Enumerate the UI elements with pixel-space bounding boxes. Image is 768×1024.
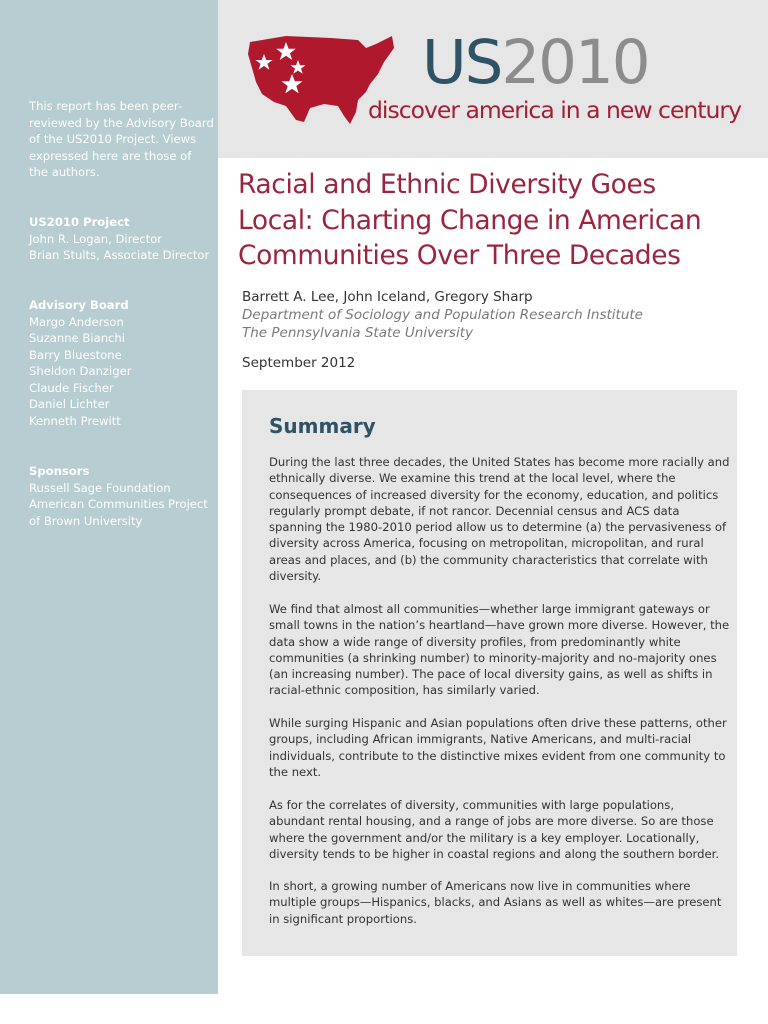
- sponsor-line: Russell Sage Foundation: [29, 480, 171, 495]
- title-line: Local: Charting Change in American: [238, 204, 702, 236]
- sponsors-section: [29, 463, 214, 529]
- text-line: During the last three decades, the United States has become more racially and: [269, 455, 730, 469]
- title-line: Racial and Ethnic Diversity Goes: [238, 169, 656, 200]
- board-member: Margo Anderson: [29, 314, 124, 329]
- summary-box: [242, 390, 737, 956]
- summary-paragraph: [269, 715, 727, 780]
- text-line: diversity across America, focusing on metropolitan, micropolitan, and rural: [269, 536, 704, 551]
- text-line: regularly prompt debate, if not rancor. Decennial census and ACS data: [269, 503, 680, 518]
- project-person: John R. Logan, Director: [29, 231, 163, 246]
- text-line: We find that almost all communities—whether large immigrant gateways or: [269, 602, 710, 616]
- board-member: Kenneth Prewitt: [29, 413, 121, 428]
- us2010-logo-text: [422, 28, 649, 98]
- board-member: Claude Fischer: [29, 380, 114, 395]
- summary-paragraph: [269, 454, 730, 584]
- text-line: data show a wide range of diversity profiles, from predominantly white: [269, 634, 681, 649]
- peer-review-line: reviewed by the Advisory Board: [29, 115, 214, 130]
- text-line: ethnically diverse. We examine this trend at the local level, where the: [269, 471, 676, 486]
- peer-review-line: the authors.: [29, 165, 100, 179]
- text-line: As for the correlates of diversity, communities with large populations,: [269, 798, 675, 812]
- project-heading: US2010 Project: [29, 215, 130, 229]
- project-section: [29, 214, 214, 264]
- sponsors-heading: Sponsors: [29, 464, 90, 478]
- board-member: Daniel Lichter: [29, 397, 110, 411]
- text-line: abundant rental housing, and a range of jobs are more diverse. So are those: [269, 814, 714, 829]
- peer-review-line: expressed here are those of: [29, 148, 192, 163]
- publication-date: September 2012: [242, 355, 356, 371]
- board-member: Suzanne Bianchi: [29, 331, 125, 345]
- peer-review-line: of the US2010 Project. Views: [29, 132, 197, 146]
- advisory-board-heading: Advisory Board: [29, 298, 129, 312]
- report-title: [238, 167, 758, 274]
- text-line: spanning the 1980-2010 period allow us to determine (a) the pervasiveness of: [269, 520, 727, 535]
- text-line: in significant proportions.: [269, 911, 417, 926]
- us2010-banner: [218, 0, 768, 158]
- sidebar: [0, 0, 218, 994]
- sponsor-line: of Brown University: [29, 513, 143, 528]
- sponsor-line: American Communities Project: [29, 497, 208, 511]
- text-line: While surging Hispanic and Asian populations often drive these patterns, other: [269, 716, 727, 730]
- logo-tagline: discover america in a new century: [368, 96, 741, 124]
- text-line: small towns in the nation’s heartland—have grown more diverse. However, the: [269, 618, 730, 633]
- summary-paragraph: [269, 878, 722, 927]
- board-member: Sheldon Danziger: [29, 364, 132, 378]
- peer-review-note: [29, 98, 214, 181]
- text-line: (an increasing number). The pace of local diversity gains, as well as shifts in: [269, 667, 713, 682]
- summary-paragraph: [269, 601, 730, 699]
- advisory-board-section: [29, 297, 214, 429]
- project-person: Brian Stults, Associate Director: [29, 248, 210, 262]
- text-line: groups, including African immigrants, Native Americans, and multi-racial: [269, 732, 692, 747]
- authors: Barrett A. Lee, John Iceland, Gregory Sharp: [242, 289, 533, 305]
- summary-heading: Summary: [269, 414, 376, 438]
- department: Department of Sociology and Population Research Institute: [242, 307, 643, 323]
- logo-year: 2010: [501, 27, 649, 98]
- text-line: multiple groups—Hispanics, blacks, and Asians as well as whites—are present: [269, 895, 722, 910]
- text-line: areas and places, and (b) the community characteristics that correlate with: [269, 552, 708, 567]
- university: The Pennsylvania State University: [242, 325, 473, 341]
- text-line: In short, a growing number of Americans now live in communities where: [269, 879, 691, 893]
- text-line: diversity tends to be higher in coastal regions and along the southern border.: [269, 846, 720, 861]
- text-line: diversity.: [269, 569, 322, 584]
- title-line: Communities Over Three Decades: [238, 240, 681, 271]
- text-line: where the government and/or the military is a key employer. Locationally,: [269, 830, 700, 845]
- summary-paragraph: [269, 797, 720, 862]
- peer-review-line: This report has been peer-: [29, 99, 183, 113]
- text-line: individuals, contribute to the distinctive mixes evident from one community to: [269, 748, 726, 763]
- text-line: the next.: [269, 764, 322, 779]
- text-line: communities (a shrinking number) to minority-majority and no-majority ones: [269, 650, 717, 665]
- logo-us: US: [422, 27, 502, 98]
- board-member: Barry Bluestone: [29, 347, 122, 362]
- text-line: consequences of increased diversity for the economy, education, and politics: [269, 487, 719, 502]
- text-line: racial-ethnic composition, has similarly varied.: [269, 683, 540, 698]
